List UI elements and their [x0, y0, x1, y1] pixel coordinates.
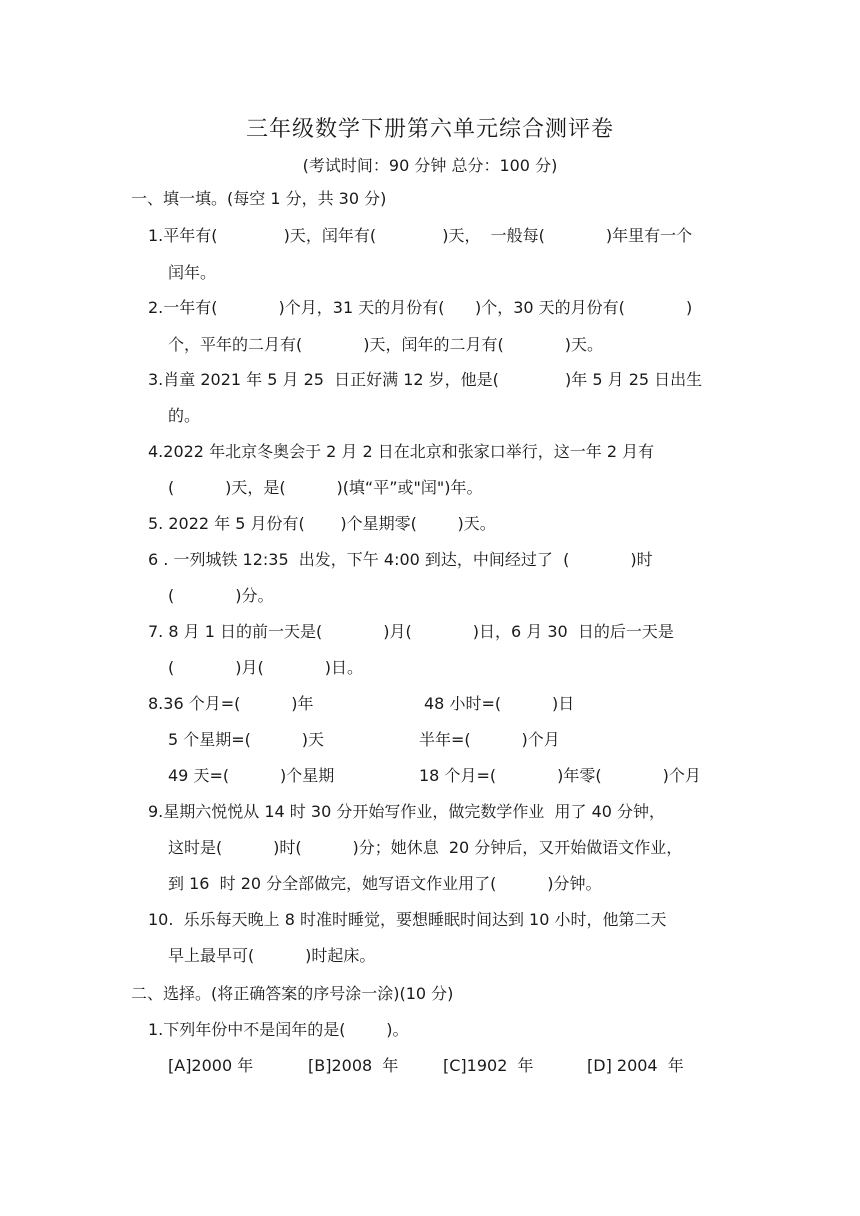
question-8-row-2-right: 半年=( )个月	[419, 730, 560, 749]
choice-option-b: [B]2008 年	[308, 1056, 399, 1075]
section-heading-fill-in: 一、填一填。(每空 1 分，共 30 分)	[131, 189, 387, 208]
question-8-row-1-left: 8.36 个月=( )年	[148, 694, 314, 713]
question-3-line-1: 3.肖童 2021 年 5 月 25 日正好满 12 岁，他是( )年 5 月 25 日出生	[148, 370, 703, 389]
question-2-line-2: 个，平年的二月有( )天，闰年的二月有( )天。	[168, 335, 604, 354]
question-4-line-1: 4.2022 年北京冬奥会于 2 月 2 日在北京和张家口举行，这一年 2 月有	[148, 442, 655, 461]
exam-info: (考试时间：90 分钟 总分：100 分)	[302, 156, 558, 175]
page-title: 三年级数学下册第六单元综合测评卷	[245, 117, 614, 142]
question-3-line-2: 的。	[168, 406, 201, 425]
section-heading-choice: 二、选择。(将正确答案的序号涂一涂)(10 分)	[131, 984, 454, 1003]
question-10-line-2: 早上最早可( )时起床。	[168, 946, 376, 965]
question-9-line-3: 到 16 时 20 分全部做完，她写语文作业用了( )分钟。	[168, 874, 602, 893]
question-8-row-3-left: 49 天=( )个星期	[168, 766, 335, 785]
question-9-line-1: 9.星期六悦悦从 14 时 30 分开始写作业，做完数学作业 用了 40 分钟，	[148, 802, 666, 821]
question-7-line-2: ( )月( )日。	[168, 658, 364, 677]
choice-option-c: [C]1902 年	[443, 1056, 534, 1075]
question-6-line-1: 6 . 一列城铁 12:35 出发，下午 4:00 到达，中间经过了 ( )时	[148, 550, 653, 569]
question-6-line-2: ( )分。	[168, 586, 274, 605]
question-1-line-1: 1.平年有( )天，闰年有( )天， 一般每( )年里有一个	[148, 226, 693, 245]
choice-option-a: [A]2000 年	[168, 1056, 254, 1075]
question-9-line-2: 这时是( )时( )分；她休息 20 分钟后，又开始做语文作业，	[168, 838, 683, 857]
choice-option-d: [D] 2004 年	[587, 1056, 684, 1075]
question-5-line-1: 5. 2022 年 5 月份有( )个星期零( )天。	[148, 514, 496, 533]
choice-question-1-stem: 1.下列年份中不是闰年的是( )。	[148, 1020, 409, 1039]
question-2-line-1: 2.一年有( )个月，31 天的月份有( )个，30 天的月份有( )	[148, 298, 693, 317]
question-8-row-3-right: 18 个月=( )年零( )个月	[419, 766, 701, 785]
question-7-line-1: 7. 8 月 1 日的前一天是( )月( )日，6 月 30 日的后一天是	[148, 622, 674, 641]
question-4-line-2: ( )天，是( )(填“平”或"闰")年。	[168, 478, 483, 497]
question-8-row-1-right: 48 小时=( )日	[424, 694, 575, 713]
question-1-line-2: 闰年。	[168, 263, 217, 282]
question-10-line-1: 10. 乐乐每天晚上 8 时准时睡觉，要想睡眠时间达到 10 小时，他第二天	[148, 910, 667, 929]
question-8-row-2-left: 5 个星期=( )天	[168, 730, 325, 749]
